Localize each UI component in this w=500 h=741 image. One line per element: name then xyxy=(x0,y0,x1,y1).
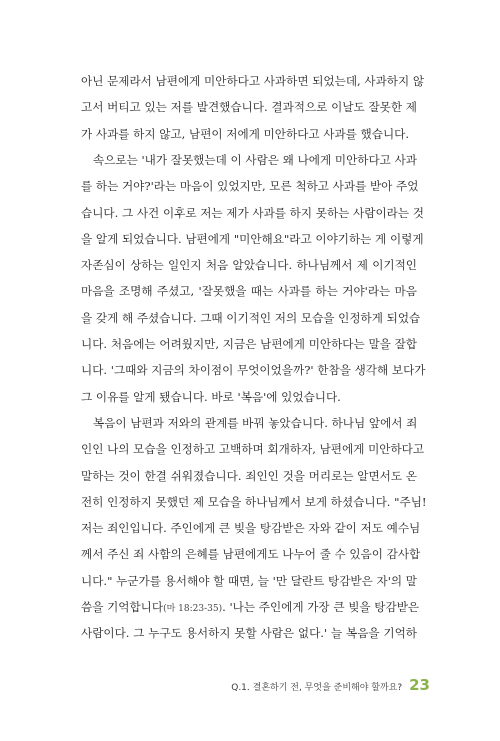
text-segment: . '나는 주인에게 가장 큰 빚을 탕감받은 xyxy=(222,600,420,615)
text-line: 를 하는 거야?'라는 마음이 있었지만, 모른 척하고 사과를 받아 주었 xyxy=(81,179,419,194)
text-line: 그 이유를 알게 됐습니다. 바로 '복음'에 있었습니다. xyxy=(81,389,341,404)
running-head: Q.1. 결혼하기 전, 무엇을 준비해야 할까요? xyxy=(231,683,403,693)
text-line: 니다. '그때와 지금의 차이점이 무엇이었을까?' 한참을 생각해 보다가 xyxy=(81,363,426,378)
text-line: 을 갖게 해 주셨습니다. 그때 이기적인 저의 모습을 인정하게 되었습 xyxy=(81,310,421,325)
page-footer xyxy=(231,676,430,696)
page-number: 23 xyxy=(409,676,430,694)
text-line: 고서 버티고 있는 저를 발견했습니다. 결과적으로 이날도 잘못한 제 xyxy=(81,100,417,115)
text-line: 니다." 누군가를 용서해야 할 때면, 늘 '만 달란트 탕감받은 자'의 말 xyxy=(81,573,417,588)
paragraph-3 xyxy=(81,410,427,647)
paragraph-1 xyxy=(81,68,425,147)
text-line: 니다. 처음에는 어려웠지만, 지금은 남편에게 미안하다는 말을 잘합 xyxy=(81,337,417,352)
text-line: 을 알게 되었습니다. 남편에게 "미안해요"라고 이야기하는 게 이렇게 xyxy=(81,231,424,246)
text-line: 전히 인정하지 못했던 제 모습을 하나님께서 보게 하셨습니다. "주님! xyxy=(81,494,427,509)
paragraph-2 xyxy=(81,147,426,410)
text-line-with-reference xyxy=(81,594,420,620)
text-line: 저는 죄인입니다. 주인에게 큰 빚을 탕감받은 자와 같이 저도 예수님 xyxy=(81,521,421,536)
text-line: 께서 주신 죄 사함의 은혜를 남편에게도 나누어 줄 수 있음이 감사합 xyxy=(81,547,421,562)
text-line: 복음이 남편과 저와의 관계를 바꿔 놓았습니다. 하나님 앞에서 죄 xyxy=(93,416,418,430)
text-line: 가 사과를 하지 않고, 남편이 저에게 미안하다고 사과를 했습니다. xyxy=(81,126,410,141)
text-segment: 씀을 기억합니다 xyxy=(81,600,164,615)
text-line: 마음을 조명해 주셨고, '잘못했을 때는 사과를 하는 거야'라는 마음 xyxy=(81,284,417,299)
text-line: 아닌 문제라서 남편에게 미안하다고 사과하면 되었는데, 사과하지 않 xyxy=(81,74,425,88)
text-line: 자존심이 상하는 일인지 처음 알았습니다. 하나님께서 제 이기적인 xyxy=(81,258,417,273)
text-line: 인인 나의 모습을 인정하고 고백하며 회개하자, 남편에게 미안하다고 xyxy=(81,442,425,457)
text-line: 말하는 것이 한결 쉬워졌습니다. 죄인인 것을 머리로는 알면서도 온 xyxy=(81,468,417,483)
text-line: 습니다. 그 사건 이후로 저는 제가 사과를 하지 못하는 사람이라는 것 xyxy=(81,205,424,220)
text-line: 속으로는 '내가 잘못했는데 이 사람은 왜 나에게 미안하다고 사과 xyxy=(93,153,417,167)
scripture-reference: (마 18:23-35) xyxy=(163,604,223,615)
text-line: 사람이다. 그 누구도 용서하지 못할 사람은 없다.' 늘 복음을 기억하 xyxy=(81,626,417,641)
